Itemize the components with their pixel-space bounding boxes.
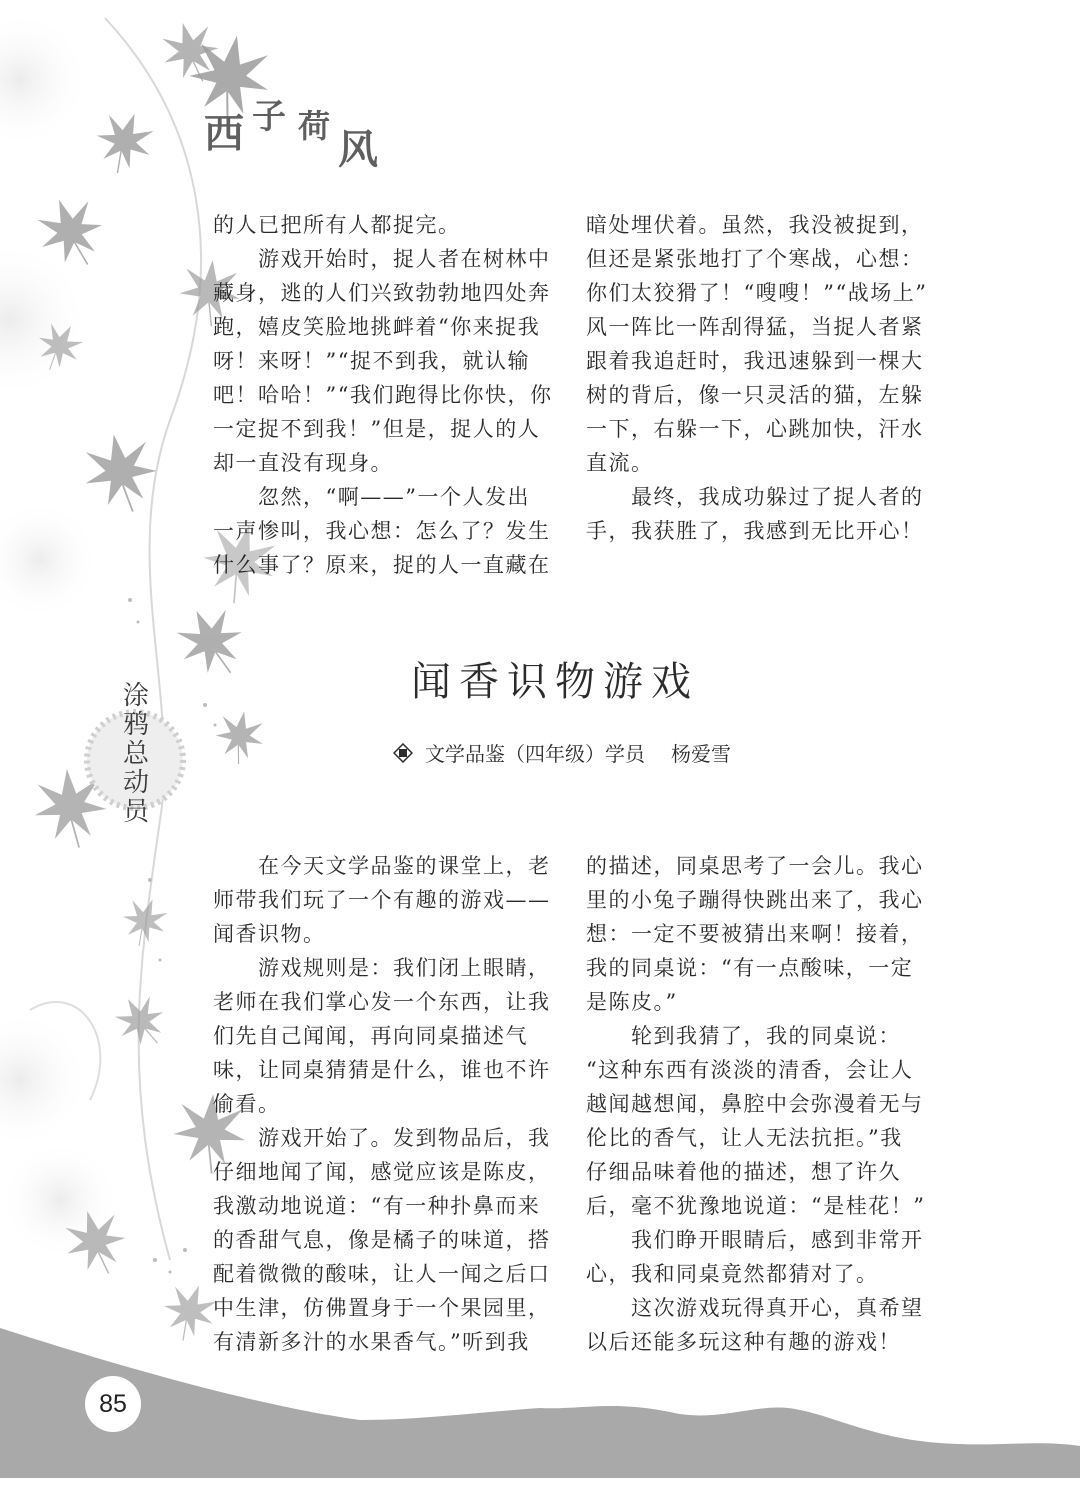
text-line: 你们太狡猾了！“嗖嗖！”“战场上” xyxy=(586,281,928,305)
text-line: 游戏规则是：我们闭上眼睛， xyxy=(213,956,551,980)
text-line: 藏身，逃的人们兴致勃勃地四处奔 xyxy=(213,281,551,305)
text-line: 最终，我成功躲过了捉人者的 xyxy=(586,485,924,509)
text-line: 吧！哈哈！”“我们跑得比你快，你 xyxy=(213,383,553,407)
text-line: 但还是紧张地打了个寒战，心想： xyxy=(586,247,924,271)
side-label-char: 动 xyxy=(122,768,149,798)
byline xyxy=(393,738,731,767)
article-title: 闻香识物游戏 xyxy=(411,659,699,705)
text-line: 这次游戏玩得真开心，真希望 xyxy=(586,1296,924,1320)
text-line: 里的小兔子蹦得快跳出来了，我心 xyxy=(586,888,924,912)
text-line: 以后还能多玩这种有趣的游戏！ xyxy=(586,1330,901,1354)
text-line: 伦比的香气，让人无法抗拒。”我 xyxy=(586,1126,903,1150)
text-line: 在今天文学品鉴的课堂上，老 xyxy=(213,854,551,878)
text-line: 什么事了？原来，捉的人一直藏在 xyxy=(213,553,551,577)
text-line: 游戏开始时，捉人者在树林中 xyxy=(213,247,551,271)
side-label-char: 总 xyxy=(122,739,149,769)
column-title-char: 西 xyxy=(204,111,244,157)
text-line: 仔细地闻了闻，感觉应该是陈皮， xyxy=(213,1160,551,1184)
text-line: 手，我获胜了，我感到无比开心！ xyxy=(586,519,924,543)
text-line: 风一阵比一阵刮得猛，当捉人者紧 xyxy=(586,315,924,339)
text-line: 的人已把所有人都捉完。 xyxy=(213,213,461,237)
text-line: 配着微微的酸味，让人一闻之后口 xyxy=(213,1262,551,1286)
text-line: 游戏开始了。发到物品后，我 xyxy=(213,1126,551,1150)
text-line: 直流。 xyxy=(586,451,654,475)
column-title-char: 风 xyxy=(338,127,378,173)
text-line: 闻香识物。 xyxy=(213,922,326,946)
text-line: “这种东西有淡淡的清香，会让人 xyxy=(586,1058,914,1082)
byline-class: 文学品鉴（四年级）学员 xyxy=(425,742,645,766)
column-title-char: 荷 xyxy=(298,107,331,145)
text-line: 是陈皮。” xyxy=(586,990,678,1014)
text-line: 师带我们玩了一个有趣的游戏—— xyxy=(213,888,551,912)
text-line: 的描述，同桌思考了一会儿。我心 xyxy=(586,854,924,878)
prev-article-right-column xyxy=(586,208,927,548)
side-label-char: 鸦 xyxy=(122,710,149,740)
text-line: 一声惨叫，我心想：怎么了？发生 xyxy=(213,519,551,543)
text-line: 的香甜气息，像是橘子的味道，搭 xyxy=(213,1228,551,1252)
text-line: 味，让同桌猜猜是什么，谁也不许 xyxy=(213,1058,551,1082)
text-line: 想：一定不要被猜出来啊！接着， xyxy=(586,922,924,946)
text-line: 我激动地说道：“有一种扑鼻而来 xyxy=(213,1194,541,1218)
text-line: 仔细品味着他的描述，想了许久 xyxy=(586,1160,901,1184)
text-line: 跟着我追赶时，我迅速躲到一棵大 xyxy=(586,349,924,373)
text-line: 呀！来呀！”“捉不到我，就认输 xyxy=(213,349,530,373)
text-line: 心，我和同桌竟然都猜对了。 xyxy=(586,1262,879,1286)
text-line: 们先自己闻闻，再向同桌描述气 xyxy=(213,1024,528,1048)
text-line: 一下，右躲一下，心跳加快，汗水 xyxy=(586,417,924,441)
text-line: 却一直没有现身。 xyxy=(213,451,393,475)
diamond-bullet-icon xyxy=(393,743,413,763)
side-label-char: 员 xyxy=(122,797,149,827)
text-line: 有清新多汁的水果香气。”听到我 xyxy=(213,1330,530,1354)
column-title xyxy=(200,97,380,173)
text-line: 中生津，仿佛置身于一个果园里， xyxy=(213,1296,551,1320)
page-number: 85 xyxy=(85,1376,141,1432)
article-right-column xyxy=(586,849,925,1359)
text-line: 偷看。 xyxy=(213,1092,281,1116)
text-line: 一定捉不到我！”但是，捉人的人 xyxy=(213,417,541,441)
text-line: 我的同桌说：“有一点酸味，一定 xyxy=(586,956,914,980)
text-line: 忽然，“啊——”一个人发出 xyxy=(213,485,530,509)
text-line: 轮到我猜了，我的同桌说： xyxy=(586,1024,901,1048)
side-label-char: 涂 xyxy=(122,681,149,711)
text-line: 树的背后，像一只灵活的猫，左躲 xyxy=(586,383,924,407)
byline-author: 杨爱雪 xyxy=(671,742,731,766)
column-title-char: 子 xyxy=(252,97,286,137)
prev-article-left-column xyxy=(213,208,552,582)
text-line: 我们睁开眼睛后，感到非常开 xyxy=(586,1228,924,1252)
text-line: 后，毫不犹豫地说道：“是桂花！” xyxy=(586,1194,926,1218)
text-line: 老师在我们掌心发一个东西，让我 xyxy=(213,990,551,1014)
text-line: 暗处埋伏着。虽然，我没被捉到， xyxy=(586,213,924,237)
text-line: 跑，嬉皮笑脸地挑衅着“你来捉我 xyxy=(213,315,541,339)
text-line: 越闻越想闻，鼻腔中会弥漫着无与 xyxy=(586,1092,924,1116)
article-left-column xyxy=(213,849,551,1359)
